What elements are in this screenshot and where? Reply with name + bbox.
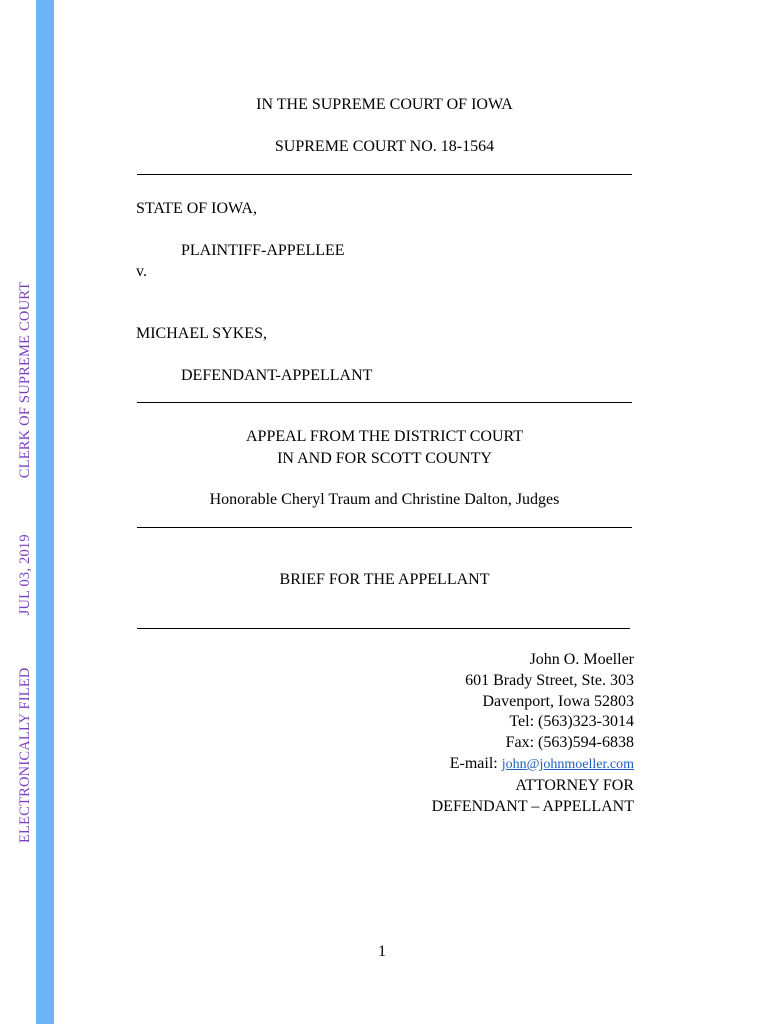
attorney-name: John O. Moeller — [529, 651, 634, 668]
plaintiff-name: STATE OF IOWA, — [136, 200, 257, 217]
defendant-name: MICHAEL SYKES, — [136, 325, 267, 342]
attorney-tel: Tel: (563)323-3014 — [509, 713, 634, 731]
stamp-date-text: JUL 03, 2019 — [17, 534, 33, 616]
attorney-fax: Fax: (563)594-6838 — [505, 734, 634, 752]
plaintiff-role: PLAINTIFF-APPELLEE — [181, 242, 345, 259]
attorney-street: 601 Brady Street, Ste. 303 — [465, 671, 634, 689]
attorney-block — [432, 650, 634, 817]
divider-line — [137, 527, 632, 528]
brief-title: BRIEF FOR THE APPELLANT — [279, 571, 490, 588]
email-label: E-mail: — [449, 754, 498, 772]
attorney-email-line — [432, 754, 634, 776]
attorney-role-2: DEFENDANT – APPELLANT — [431, 797, 634, 815]
attorney-role-1: ATTORNEY FOR — [515, 776, 634, 794]
filing-stamp — [17, 282, 34, 843]
divider-line — [137, 402, 632, 403]
filing-stamp-bar — [36, 0, 54, 1024]
court-name: IN THE SUPREME COURT OF IOWA — [256, 96, 513, 113]
versus-text: v. — [136, 263, 147, 280]
divider-line — [137, 174, 632, 175]
stamp-clerk-text: CLERK OF SUPREME COURT — [17, 281, 33, 479]
defendant-role: DEFENDANT-APPELLANT — [181, 367, 373, 384]
attorney-city: Davenport, Iowa 52803 — [482, 692, 634, 710]
appeal-line-2: IN AND FOR SCOTT COUNTY — [277, 450, 492, 467]
case-number: SUPREME COURT NO. 18-1564 — [274, 138, 495, 155]
appeal-line-1: APPEAL FROM THE DISTRICT COURT — [246, 428, 523, 445]
divider-line — [137, 628, 630, 629]
page-number: 1 — [378, 943, 386, 960]
email-link[interactable]: john@johnmoeller.com — [501, 756, 634, 772]
stamp-filed-text: ELECTRONICALLY FILED — [17, 667, 33, 843]
judges-line: Honorable Cheryl Traum and Christine Dalton, Judges — [209, 491, 560, 508]
